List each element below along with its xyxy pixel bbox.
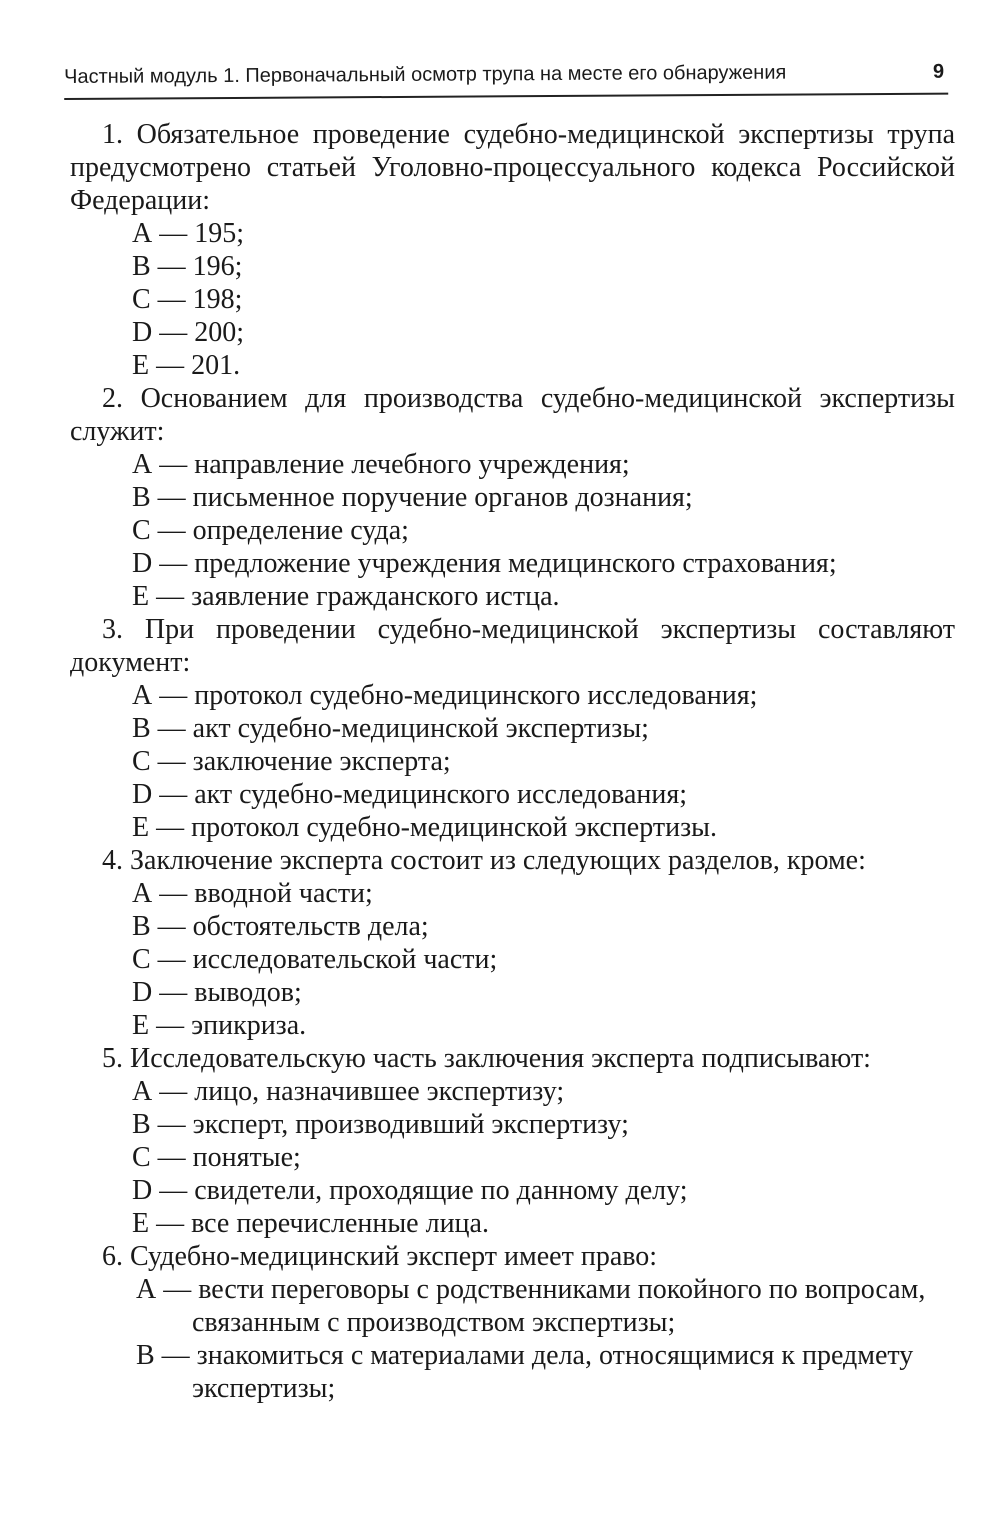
answer-option: В — 196; [132, 251, 243, 282]
answer-option: А — вести переговоры с родственниками покойного по вопросам, связанным с производством экспертизы; [136, 1274, 926, 1338]
answer-option: А — протокол судебно-медицинского исследования; [132, 680, 758, 711]
answer-option: А — направление лечебного учреждения; [132, 449, 630, 480]
answer-option: Е — протокол судебно-медицинской экспертизы. [132, 812, 717, 843]
answer-option: А — вводной части; [132, 878, 373, 909]
answer-option: С — заключение эксперта; [132, 746, 451, 777]
answer-option: А — 195; [132, 218, 244, 249]
answer-option: В — акт судебно-медицинской экспертизы; [132, 713, 649, 744]
question-stem: 4. Заключение эксперта состоит из следующих разделов, кроме: [102, 845, 866, 876]
question-stem: 1. Обязательное проведение судебно-медицинской экспертизы трупа предусмотрено статьей Уголовно-процессуального кодекса Российской Федерации: [70, 119, 955, 216]
answer-option: С — понятые; [132, 1142, 301, 1173]
page-number: 9 [932, 60, 945, 83]
question-6 [70, 1240, 955, 1405]
answer-option: Е — заявление гражданского истца. [132, 581, 560, 612]
chapter-title: Частный модуль 1. Первоначальный осмотр трупа на месте его обнаружения [64, 61, 787, 88]
question-stem: 3. При проведении судебно-медицинской экспертизы составляют документ: [70, 614, 955, 678]
answer-option: D — акт судебно-медицинского исследования; [132, 779, 688, 810]
question-2 [70, 382, 955, 613]
question-1 [70, 118, 955, 382]
question-stem: 2. Основанием для производства судебно-медицинской экспертизы служит: [70, 383, 955, 447]
answer-option: Е — эпикриза. [132, 1010, 307, 1041]
running-header [64, 57, 948, 100]
answer-option: D — выводов; [132, 977, 302, 1008]
question-stem: 5. Исследовательскую часть заключения эксперта подписывают: [102, 1043, 871, 1074]
answer-option: В — знакомиться с материалами дела, относящимися к предмету экспертизы; [136, 1340, 914, 1404]
answer-option: D — предложение учреждения медицинского страхования; [132, 548, 837, 579]
answer-option: D — 200; [132, 317, 244, 348]
answer-option: С — исследовательской части; [132, 944, 498, 975]
answer-option: В — письменное поручение органов дознания; [132, 482, 693, 513]
answer-option: С — определение суда; [132, 515, 409, 546]
question-3 [70, 613, 955, 844]
question-5 [70, 1042, 955, 1240]
answer-option: D — свидетели, проходящие по данному делу; [132, 1175, 688, 1206]
question-list [70, 118, 955, 1405]
question-4 [70, 844, 955, 1042]
answer-option: Е — 201. [132, 350, 241, 381]
answer-option: С — 198; [132, 284, 243, 315]
question-stem: 6. Судебно-медицинский эксперт имеет право: [102, 1241, 658, 1272]
answer-option: А — лицо, назначившее экспертизу; [132, 1076, 565, 1107]
answer-option: В — обстоятельств дела; [132, 911, 429, 942]
answer-option: Е — все перечисленные лица. [132, 1208, 489, 1239]
answer-option: В — эксперт, производивший экспертизу; [132, 1109, 629, 1140]
